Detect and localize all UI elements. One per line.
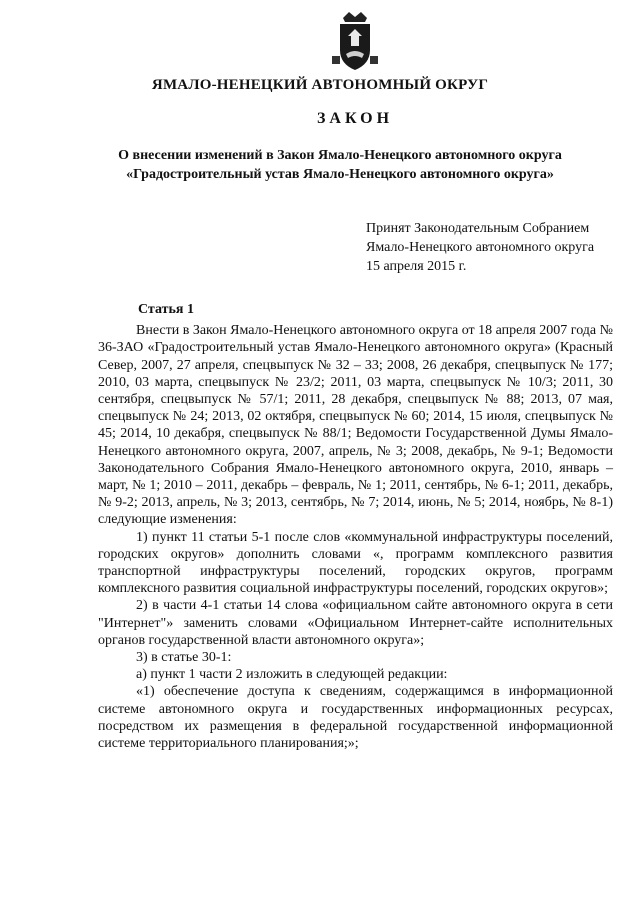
adoption-note: [366, 219, 636, 276]
paragraph: Внести в Закон Ямало-Ненецкого автономного округа от 18 апреля 2007 года № 36-ЗАО «Градостроительный устав Ямало-Ненецкого автономного округа» (Красный Север, 2007, 27 апреля, спецвыпуск № 32 – 33; 2008, 26 декабря, спецвыпуск № 177; 2010, 03 марта, спецвыпуск № 23/2; 2011, 03 марта, спецвыпуск № 10/3; 2011, 30 сентября, спецвыпуск № 57/1; 2011, 28 декабря, спецвыпуск № 88; 2013, 07 мая, спецвыпуск № 24; 2013, 02 октября, спецвыпуск № 60; 2014, 15 июля, спецвыпуск № 45; 2014, 10 декабря, спецвыпуск № 88/1; Ведомости Государственной Думы Ямало-Ненецкого автономного округа, 2007, апрель, № 3; 2008, декабрь, № 9-1; Ведомости Законодательного Собрания Ямало-Ненецкого автономного округа, 2010, январь – март, № 1; 2010 – 2011, декабрь – февраль, № 1; 2011, сентябрь, № 6-1; 2011, декабрь, № 9-2; 2013, апрель, № 3; 2013, сентябрь, № 7; 2014, июнь, № 5; 2014, ноябрь, № 8-1) следующие изменения:: [98, 323, 613, 528]
article-heading: Статья 1: [138, 302, 194, 317]
paragraph: 1) пункт 11 статьи 5-1 после слов «коммунальной инфраструктуры поселений, городских округов» дополнить словами «, программ комплексного развития транспортной инфраструктуры поселений, городских округов, программ комплексного развития социальной инфраструктуры поселений, городских округов»;: [98, 529, 613, 597]
paragraph: 3) в статье 30-1:: [136, 650, 232, 666]
coat-of-arms-icon: [329, 8, 381, 72]
adoption-line: Принят Законодательным Собранием: [366, 221, 590, 236]
region-name: ЯМАЛО-НЕНЕЦКИЙ АВТОНОМНЫЙ ОКРУГ: [151, 77, 489, 93]
paragraph: а) пункт 1 части 2 изложить в следующей редакции:: [136, 667, 448, 683]
subject-line: О внесении изменений в Закон Ямало-Ненецкого автономного округа: [118, 148, 562, 163]
adoption-line: Ямало-Ненецкого автономного округа: [366, 240, 595, 255]
article-body: [98, 301, 613, 752]
paragraph: 2) в части 4-1 статьи 14 слова «официальном сайте автономного округа в сети "Интернет"» заменить словами «Официальном Интернет-сайте исполнительных органов государственной власти автономного округа»;: [98, 598, 613, 648]
document-title: ЗАКОН: [316, 110, 394, 127]
paragraph: «1) обеспечение доступа к сведениям, содержащимся в информационной системе автономного округа и государственных информационных ресурсах, посредством их размещения в федеральной государственной информационной системе территориального планирования;»;: [98, 684, 613, 752]
subject-line: «Градостроительный устав Ямало-Ненецкого автономного округа»: [126, 167, 554, 182]
law-subject: [60, 146, 620, 184]
coat-of-arms-emblem: [329, 8, 381, 72]
adoption-date: 15 апреля 2015 г.: [366, 259, 467, 274]
